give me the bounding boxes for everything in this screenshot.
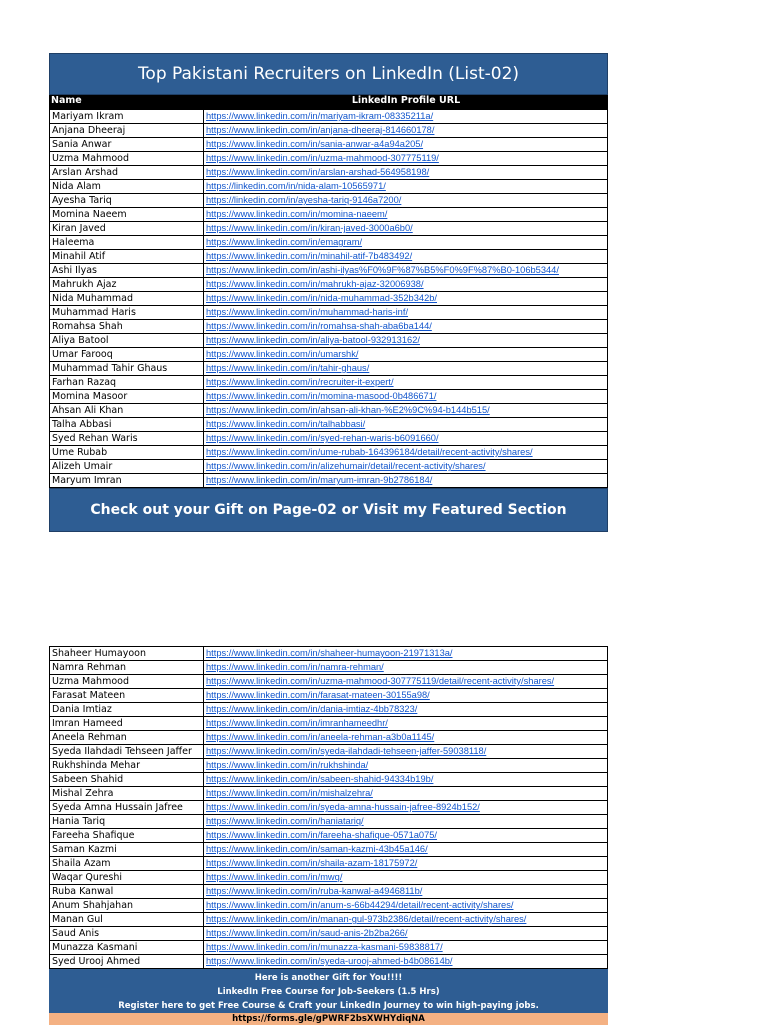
recruiter-name: Farasat Mateen: [50, 689, 204, 703]
recruiter-name: Minahil Atif: [50, 250, 204, 264]
profile-link[interactable]: https://www.linkedin.com/in/fareeha-shafique-0571a075/: [204, 829, 608, 843]
table-row: [50, 432, 608, 446]
recruiter-name: Hania Tariq: [50, 815, 204, 829]
table-row: [50, 348, 608, 362]
profile-link[interactable]: https://www.linkedin.com/in/saud-anis-2b2ba266/: [204, 927, 608, 941]
profile-link[interactable]: https://www.linkedin.com/in/imranhameedhr/: [204, 717, 608, 731]
recruiter-name: Syeda Ilahdadi Tehseen Jaffer: [50, 745, 204, 759]
profile-link[interactable]: https://www.linkedin.com/in/dania-imtiaz-4bb78323/: [204, 703, 608, 717]
recruiter-name: Uzma Mahmood: [50, 675, 204, 689]
recruiter-name: Romahsa Shah: [50, 320, 204, 334]
table-row: [50, 717, 608, 731]
profile-link[interactable]: https://www.linkedin.com/in/saman-kazmi-43b45a146/: [204, 843, 608, 857]
table-row: [50, 731, 608, 745]
profile-link[interactable]: https://www.linkedin.com/in/mariyam-ikram-08335211a/: [204, 110, 608, 124]
profile-link[interactable]: https://www.linkedin.com/in/ahsan-ali-khan-%E2%9C%94-b144b515/: [204, 404, 608, 418]
recruiters-sheet-1: [49, 53, 608, 532]
profile-link[interactable]: https://www.linkedin.com/in/syed-rehan-waris-b6091660/: [204, 432, 608, 446]
gift-section: [49, 969, 608, 1013]
table-row: [50, 661, 608, 675]
recruiter-name: Sabeen Shahid: [50, 773, 204, 787]
table-row: [50, 306, 608, 320]
recruiter-name: Waqar Qureshi: [50, 871, 204, 885]
table-row: [50, 194, 608, 208]
recruiter-name: Anum Shahjahan: [50, 899, 204, 913]
table-row: [50, 264, 608, 278]
table-header: [49, 95, 608, 109]
profile-link[interactable]: https://www.linkedin.com/in/momina-masood-0b486671/: [204, 390, 608, 404]
recruiter-name: Shaheer Humayoon: [50, 647, 204, 661]
recruiter-name: Haleema: [50, 236, 204, 250]
profile-link[interactable]: https://www.linkedin.com/in/minahil-atif-7b483492/: [204, 250, 608, 264]
recruiter-name: Ume Rubab: [50, 446, 204, 460]
gift-line-2: LinkedIn Free Course for Job-Seekers (1.5 Hrs): [217, 987, 440, 997]
profile-link[interactable]: https://www.linkedin.com/in/sabeen-shahid-94334b19b/: [204, 773, 608, 787]
table-row: [50, 404, 608, 418]
recruiter-name: Saman Kazmi: [50, 843, 204, 857]
recruiter-name: Syed Rehan Waris: [50, 432, 204, 446]
table-row: [50, 773, 608, 787]
recruiter-name: Muhammad Tahir Ghaus: [50, 362, 204, 376]
recruiter-name: Alizeh Umair: [50, 460, 204, 474]
recruiter-name: Maryum Imran: [50, 474, 204, 488]
course-form-link[interactable]: https://forms.gle/gPWRF2bsXWHYdiqNA: [49, 1013, 608, 1025]
profile-link[interactable]: https://www.linkedin.com/in/shaila-azam-18175972/: [204, 857, 608, 871]
recruiter-name: Talha Abbasi: [50, 418, 204, 432]
recruiter-name: Ahsan Ali Khan: [50, 404, 204, 418]
table-row: [50, 913, 608, 927]
table-row: [50, 675, 608, 689]
table-row: [50, 801, 608, 815]
header-url: LinkedIn Profile URL: [351, 95, 461, 106]
table-row: [50, 689, 608, 703]
table-row: [50, 138, 608, 152]
profile-link[interactable]: https://www.linkedin.com/in/tahir-ghaus/: [204, 362, 608, 376]
table-row: [50, 110, 608, 124]
profile-link[interactable]: https://www.linkedin.com/in/ashi-ilyas%F0%9F%87%B5%F0%9F%87%B0-106b5344/: [204, 264, 608, 278]
recruiter-name: Nida Alam: [50, 180, 204, 194]
table-row: [50, 941, 608, 955]
table-row: [50, 362, 608, 376]
profile-link[interactable]: https://www.linkedin.com/in/muhammad-haris-inf/: [204, 306, 608, 320]
profile-link[interactable]: https://www.linkedin.com/in/umarshk/: [204, 348, 608, 362]
recruiter-name: Sania Anwar: [50, 138, 204, 152]
recruiter-name: Rukhshinda Mehar: [50, 759, 204, 773]
recruiter-name: Mariyam Ikram: [50, 110, 204, 124]
profile-link[interactable]: https://www.linkedin.com/in/sania-anwar-a4a94a205/: [204, 138, 608, 152]
recruiter-name: Aneela Rehman: [50, 731, 204, 745]
table-row: [50, 152, 608, 166]
profile-link[interactable]: https://www.linkedin.com/in/nida-muhammad-352b342b/: [204, 292, 608, 306]
table-row: [50, 843, 608, 857]
table-row: [50, 124, 608, 138]
table-row: [50, 745, 608, 759]
table-row: [50, 278, 608, 292]
profile-link[interactable]: https://www.linkedin.com/in/talhabbasi/: [204, 418, 608, 432]
profile-link[interactable]: https://www.linkedin.com/in/maryum-imran-9b2786184/: [204, 474, 608, 488]
table-row: [50, 390, 608, 404]
profile-link[interactable]: https://www.linkedin.com/in/recruiter-it-expert/: [204, 376, 608, 390]
table-row: [50, 292, 608, 306]
recruiters-table-2: [49, 646, 608, 969]
recruiter-name: Munazza Kasmani: [50, 941, 204, 955]
recruiter-name: Mahrukh Ajaz: [50, 278, 204, 292]
recruiter-name: Arslan Arshad: [50, 166, 204, 180]
recruiter-name: Anjana Dheeraj: [50, 124, 204, 138]
profile-link[interactable]: https://www.linkedin.com/in/anjana-dheeraj-814660178/: [204, 124, 608, 138]
table-row: [50, 955, 608, 969]
header-name: Name: [51, 95, 82, 106]
recruiter-name: Momina Masoor: [50, 390, 204, 404]
table-row: [50, 871, 608, 885]
profile-link[interactable]: https://www.linkedin.com/in/munazza-kasmani-59838817/: [204, 941, 608, 955]
gift-line-3: Register here to get Free Course & Craft your LinkedIn Journey to win high-paying jobs.: [118, 1001, 539, 1011]
table-row: [50, 815, 608, 829]
recruiter-name: Farhan Razaq: [50, 376, 204, 390]
table-row: [50, 787, 608, 801]
table-row: [50, 250, 608, 264]
recruiter-name: Saud Anis: [50, 927, 204, 941]
profile-link[interactable]: https://www.linkedin.com/in/mwq/: [204, 871, 608, 885]
recruiters-sheet-2: [49, 646, 608, 1025]
profile-link[interactable]: https://www.linkedin.com/in/ruba-kanwal-a4946811b/: [204, 885, 608, 899]
table-row: [50, 647, 608, 661]
table-row: [50, 376, 608, 390]
profile-link[interactable]: https://www.linkedin.com/in/syeda-amna-hussain-jafree-8924b152/: [204, 801, 608, 815]
profile-link[interactable]: https://www.linkedin.com/in/ume-rubab-164396184/detail/recent-activity/shares/: [204, 446, 608, 460]
recruiter-name: Nida Muhammad: [50, 292, 204, 306]
gift-banner: Check out your Gift on Page-02 or Visit my Featured Section: [49, 488, 608, 532]
table-row: [50, 474, 608, 488]
profile-link[interactable]: https://www.linkedin.com/in/mahrukh-ajaz-32006938/: [204, 278, 608, 292]
table-row: [50, 899, 608, 913]
table-row: [50, 166, 608, 180]
table-row: [50, 460, 608, 474]
table-row: [50, 857, 608, 871]
recruiter-name: Shaila Azam: [50, 857, 204, 871]
table-row: [50, 703, 608, 717]
table-row: [50, 236, 608, 250]
profile-link[interactable]: https://www.linkedin.com/in/romahsa-shah-aba6ba144/: [204, 320, 608, 334]
table-row: [50, 885, 608, 899]
recruiter-name: Ruba Kanwal: [50, 885, 204, 899]
profile-link[interactable]: https://www.linkedin.com/in/haniatariq/: [204, 815, 608, 829]
recruiter-name: Uzma Mahmood: [50, 152, 204, 166]
recruiter-name: Momina Naeem: [50, 208, 204, 222]
profile-link[interactable]: https://www.linkedin.com/in/anum-s-66b44294/detail/recent-activity/shares/: [204, 899, 608, 913]
profile-link[interactable]: https://www.linkedin.com/in/manan-gul-973b2386/detail/recent-activity/shares/: [204, 913, 608, 927]
profile-link[interactable]: https://www.linkedin.com/in/alizehumair/detail/recent-activity/shares/: [204, 460, 608, 474]
profile-link[interactable]: https://www.linkedin.com/in/syeda-urooj-ahmed-b4b08614b/: [204, 955, 608, 969]
table-row: [50, 320, 608, 334]
profile-link[interactable]: https://www.linkedin.com/in/arslan-arshad-564958198/: [204, 166, 608, 180]
profile-link[interactable]: https://www.linkedin.com/in/kiran-javed-3000a6b0/: [204, 222, 608, 236]
recruiter-name: Fareeha Shafique: [50, 829, 204, 843]
recruiter-name: Kiran Javed: [50, 222, 204, 236]
recruiter-name: Imran Hameed: [50, 717, 204, 731]
recruiter-name: Muhammad Haris: [50, 306, 204, 320]
recruiter-name: Syeda Amna Hussain Jafree: [50, 801, 204, 815]
recruiter-name: Ashi Ilyas: [50, 264, 204, 278]
table-row: [50, 222, 608, 236]
recruiter-name: Namra Rehman: [50, 661, 204, 675]
recruiter-name: Dania Imtiaz: [50, 703, 204, 717]
recruiter-name: Syed Urooj Ahmed: [50, 955, 204, 969]
profile-link[interactable]: https://www.linkedin.com/in/emagram/: [204, 236, 608, 250]
table-row: [50, 180, 608, 194]
table-row: [50, 927, 608, 941]
table-row: [50, 334, 608, 348]
table-row: [50, 829, 608, 843]
profile-link[interactable]: https://www.linkedin.com/in/rukhshinda/: [204, 759, 608, 773]
table-row: [50, 759, 608, 773]
profile-link[interactable]: https://linkedin.com/in/nida-alam-10565971/: [204, 180, 608, 194]
table-row: [50, 208, 608, 222]
recruiters-table-1: [49, 109, 608, 488]
profile-link[interactable]: https://linkedin.com/in/ayesha-tariq-9146a7200/: [204, 194, 608, 208]
profile-link[interactable]: https://www.linkedin.com/in/momina-naeem/: [204, 208, 608, 222]
profile-link[interactable]: https://www.linkedin.com/in/uzma-mahmood-307775119/detail/recent-activity/shares/: [204, 675, 608, 689]
profile-link[interactable]: https://www.linkedin.com/in/farasat-mateen-30155a98/: [204, 689, 608, 703]
recruiter-name: Manan Gul: [50, 913, 204, 927]
recruiter-name: Mishal Zehra: [50, 787, 204, 801]
recruiter-name: Aliya Batool: [50, 334, 204, 348]
profile-link[interactable]: https://www.linkedin.com/in/aliya-batool-932913162/: [204, 334, 608, 348]
table-row: [50, 418, 608, 432]
table-row: [50, 446, 608, 460]
recruiter-name: Ayesha Tariq: [50, 194, 204, 208]
profile-link[interactable]: https://www.linkedin.com/in/shaheer-humayoon-21971313a/: [204, 647, 608, 661]
sheet-title: Top Pakistani Recruiters on LinkedIn (List-02): [49, 53, 608, 95]
gift-line-1: Here is another Gift for You!!!!: [254, 973, 403, 983]
recruiter-name: Umar Farooq: [50, 348, 204, 362]
profile-link[interactable]: https://www.linkedin.com/in/namra-rehman/: [204, 661, 608, 675]
profile-link[interactable]: https://www.linkedin.com/in/mishalzehra/: [204, 787, 608, 801]
profile-link[interactable]: https://www.linkedin.com/in/aneela-rehman-a3b0a1145/: [204, 731, 608, 745]
profile-link[interactable]: https://www.linkedin.com/in/syeda-ilahdadi-tehseen-jaffer-59038118/: [204, 745, 608, 759]
profile-link[interactable]: https://www.linkedin.com/in/uzma-mahmood-307775119/: [204, 152, 608, 166]
